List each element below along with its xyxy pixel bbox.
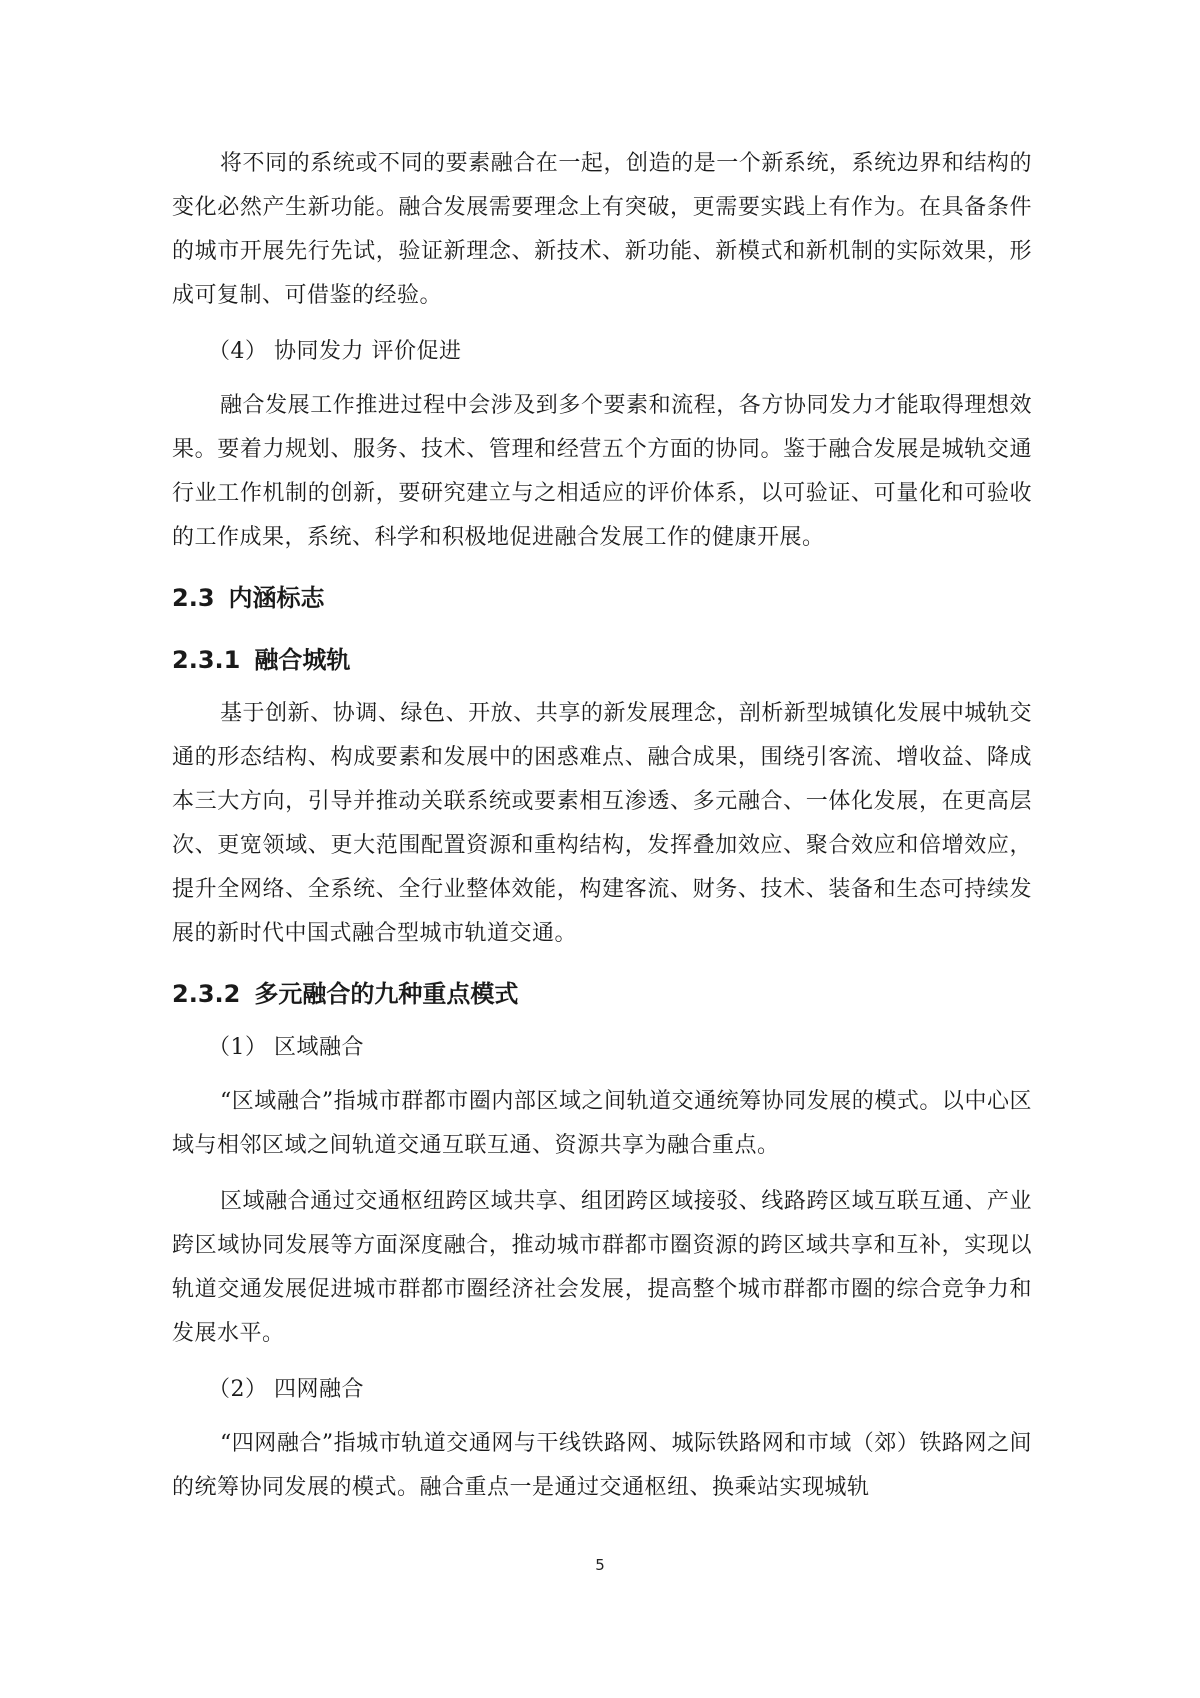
- section-number: 2.3.2: [172, 980, 241, 1008]
- section-title: 内涵标志: [228, 584, 325, 612]
- list-item-4: [172, 330, 1032, 374]
- section-heading-2-3: [172, 574, 1032, 622]
- section-title: 多元融合的九种重点模式: [254, 980, 519, 1008]
- list-item-number: （1）: [208, 1035, 268, 1060]
- list-item-number: （2）: [208, 1377, 268, 1402]
- page-content: [172, 142, 1032, 1522]
- section-heading-2-3-1: [172, 636, 1032, 684]
- paragraph-system-fusion: 将不同的系统或不同的要素融合在一起，创造的是一个新系统，系统边界和结构的变化必然产生新功能。融合发展需要理念上有突破，更需要实践上有作为。在具备条件的城市开展先行先试，验证新理念、新技术、新功能、新模式和新机制的实际效果，形成可复制、可借鉴的经验。: [172, 151, 1032, 308]
- section-number: 2.3.1: [172, 646, 241, 674]
- list-item-number: （4）: [208, 339, 268, 364]
- section-number: 2.3: [172, 584, 215, 612]
- list-item-1: [172, 1026, 1032, 1070]
- paragraph-regional-detail: 区域融合通过交通枢纽跨区域共享、组团跨区域接驳、线路跨区域互联互通、产业跨区域协同发展等方面深度融合，推动城市群都市圈资源的跨区域共享和互补，实现以轨道交通发展促进城市群都市圈经济社会发展，提高整个城市群都市圈的综合竞争力和发展水平。: [172, 1189, 1032, 1346]
- section-title: 融合城轨: [254, 646, 351, 674]
- list-item-label: 区域融合: [274, 1035, 365, 1060]
- paragraph-four-network: “四网融合”指城市轨道交通网与干线铁路网、城际铁路网和市域（郊）铁路网之间的统筹协同发展的模式。融合重点一是通过交通枢纽、换乘站实现城轨: [172, 1431, 1032, 1500]
- paragraph-coordination: 融合发展工作推进过程中会涉及到多个要素和流程，各方协同发力才能取得理想效果。要着力规划、服务、技术、管理和经营五个方面的协同。鉴于融合发展是城轨交通行业工作机制的创新，要研究建立与之相适应的评价体系，以可验证、可量化和可验收的工作成果，系统、科学和积极地促进融合发展工作的健康开展。: [172, 393, 1032, 550]
- section-heading-2-3-2: [172, 970, 1032, 1018]
- list-item-2: [172, 1368, 1032, 1412]
- paragraph-fusion-rail: 基于创新、协调、绿色、开放、共享的新发展理念，剖析新型城镇化发展中城轨交通的形态结构、构成要素和发展中的困惑难点、融合成果，围绕引客流、增收益、降成本三大方向，引导并推动关联系统或要素相互渗透、多元融合、一体化发展，在更高层次、更宽领域、更大范围配置资源和重构结构，发挥叠加效应、聚合效应和倍增效应，提升全网络、全系统、全行业整体效能，构建客流、财务、技术、装备和生态可持续发展的新时代中国式融合型城市轨道交通。: [172, 701, 1032, 946]
- list-item-label: 四网融合: [274, 1377, 365, 1402]
- page-number: 5: [595, 1556, 605, 1574]
- list-item-label: 协同发力 评价促进: [274, 339, 462, 364]
- paragraph-regional-definition: “区域融合”指城市群都市圈内部区域之间轨道交通统筹协同发展的模式。以中心区域与相邻区域之间轨道交通互联互通、资源共享为融合重点。: [172, 1089, 1032, 1158]
